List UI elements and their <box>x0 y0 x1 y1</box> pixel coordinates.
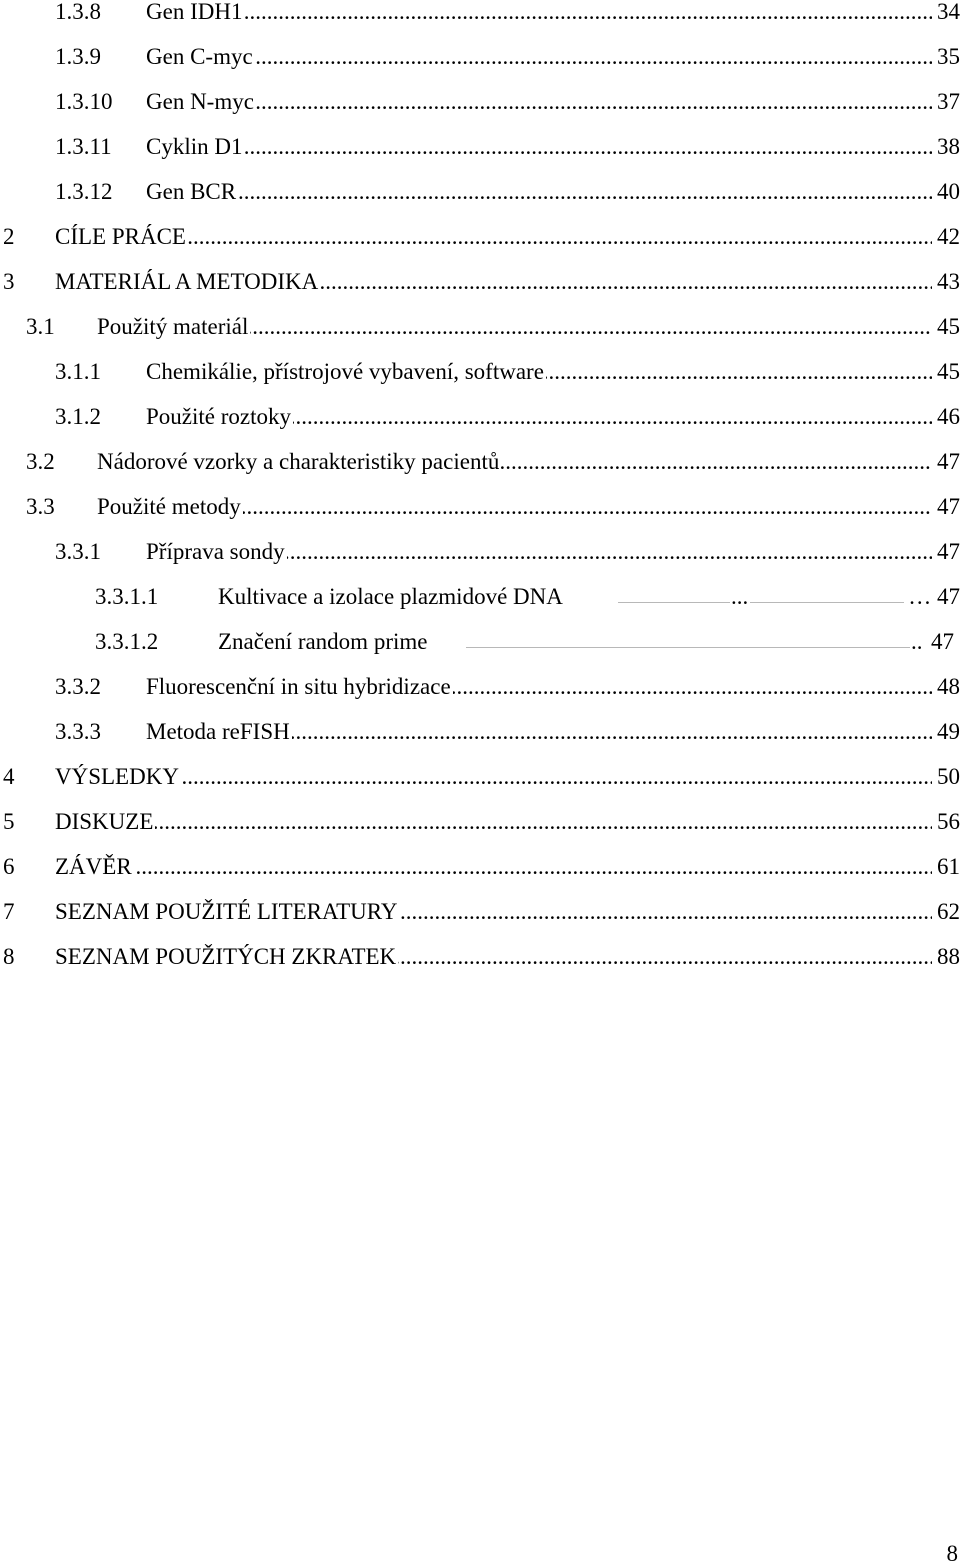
toc-entry-title: MATERIÁL A METODIKA <box>55 269 319 294</box>
toc-entry[interactable] <box>0 851 960 883</box>
toc-entry-title: Metoda reFISH <box>146 719 290 744</box>
toc-entry-title: Použitý materiál <box>97 314 249 339</box>
toc-entry-label <box>146 131 932 163</box>
toc-entry[interactable] <box>0 491 960 523</box>
toc-entry-title: ZÁVĚR <box>55 854 132 879</box>
toc-entry-number: 8 <box>3 944 15 969</box>
toc-entry-number: 6 <box>3 854 15 879</box>
toc-entry-label <box>146 671 932 703</box>
toc-entry-title: Gen IDH1 <box>146 0 243 24</box>
toc-entry-number: 3.3 <box>26 494 55 519</box>
toc-entry-label <box>97 491 932 523</box>
toc-entry-title: Cyklin D1 <box>146 134 243 159</box>
toc-entry-title: Chemikálie, přístrojové vybavení, software <box>146 359 544 384</box>
toc-entry-title: Nádorové vzorky a charakteristiky pacientů <box>97 449 500 474</box>
toc-entry-title: Značení random prime <box>218 629 428 654</box>
toc-entry-number: 3.3.1 <box>55 539 101 564</box>
toc-entry-page: 43 <box>933 266 960 298</box>
toc-entry-label <box>55 851 932 883</box>
toc-entry-label <box>55 806 932 838</box>
toc-entry-title: CÍLE PRÁCE <box>55 224 186 249</box>
toc-entry[interactable] <box>0 941 960 973</box>
toc-entry-page: 45 <box>933 311 960 343</box>
toc-entry[interactable] <box>0 221 960 253</box>
toc-entry[interactable] <box>0 716 960 748</box>
toc-entry[interactable] <box>0 86 960 118</box>
toc-entry[interactable] <box>0 536 960 568</box>
toc-entry-title: SEZNAM POUŽITÝCH ZKRATEK <box>55 944 397 969</box>
toc-entry-page: 49 <box>933 716 960 748</box>
toc-entry-number: 4 <box>3 764 15 789</box>
toc-entry-title: Gen C-myc <box>146 44 253 69</box>
toc-entry-label <box>146 401 932 433</box>
toc-entry-label <box>146 86 932 118</box>
toc-entry-number: 1.3.12 <box>55 179 113 204</box>
toc-entry-title: Použité roztoky <box>146 404 291 429</box>
toc-entry-label <box>97 446 932 478</box>
toc-entry-page: 38 <box>933 131 960 163</box>
toc-entry[interactable] <box>0 0 960 28</box>
toc-entry-title: SEZNAM POUŽITÉ LITERATURY <box>55 899 398 924</box>
toc-entry-number: 3.2 <box>26 449 55 474</box>
toc-entry-page: 61 <box>933 851 960 883</box>
toc-entry-page: 88 <box>933 941 960 973</box>
dot-leader <box>146 176 932 208</box>
toc-entry[interactable] <box>0 401 960 433</box>
toc-entry-label <box>55 896 932 928</box>
toc-entry-page: 56 <box>933 806 960 838</box>
dot-leader <box>146 41 932 73</box>
toc-entry[interactable] <box>0 446 960 478</box>
toc-entry-title: Fluorescenční in situ hybridizace <box>146 674 451 699</box>
toc-entry-label <box>146 356 932 388</box>
toc-entry[interactable] <box>0 266 960 298</box>
toc-entry-number: 3.1.1 <box>55 359 101 384</box>
toc-entry-page: 47 <box>933 491 960 523</box>
toc-entry-page: 42 <box>933 221 960 253</box>
toc-entry-number: 1.3.8 <box>55 0 101 24</box>
toc-entry[interactable] <box>0 761 960 793</box>
leader-rule <box>618 602 730 603</box>
toc-entry-page: 46 <box>933 401 960 433</box>
toc-entry-label <box>55 761 932 793</box>
toc-entry-number: 3.1 <box>26 314 55 339</box>
toc-entry-label <box>146 536 932 568</box>
toc-entry[interactable] <box>0 131 960 163</box>
toc-entry-number: 3.3.2 <box>55 674 101 699</box>
toc-entry-page: 50 <box>933 761 960 793</box>
toc-entry-label <box>146 716 932 748</box>
toc-entry-page: 47 <box>927 626 954 658</box>
page-number: 8 <box>946 1541 958 1566</box>
toc-entry-label <box>146 176 932 208</box>
toc-entry-page: … 47 <box>904 581 960 613</box>
dot-leader <box>55 806 932 838</box>
toc-entry-title: VÝSLEDKY <box>55 764 179 789</box>
toc-entry-title: Příprava sondy <box>146 539 285 564</box>
leader-rule <box>750 602 912 603</box>
toc-entry-page: 40 <box>933 176 960 208</box>
toc-entry-number: 3.3.1.2 <box>95 629 159 654</box>
toc-entry-title: Gen BCR <box>146 179 237 204</box>
toc-entry-page: 37 <box>933 86 960 118</box>
toc-entry-label <box>55 266 932 298</box>
toc-entry[interactable] <box>0 356 960 388</box>
dot-leader <box>55 761 932 793</box>
toc-entry-label <box>55 221 932 253</box>
toc-entry-title: Kultivace a izolace plazmidové DNA <box>218 584 563 609</box>
toc-entry-label <box>55 941 932 973</box>
toc-entry-number: 1.3.10 <box>55 89 113 114</box>
toc-entry[interactable] <box>0 311 960 343</box>
toc-entry[interactable] <box>0 896 960 928</box>
toc-entry-page: 48 <box>933 671 960 703</box>
toc-entry-page: 62 <box>933 896 960 928</box>
toc-entry[interactable] <box>0 41 960 73</box>
toc-entry-number: 7 <box>3 899 15 924</box>
toc-entry-page: 35 <box>933 41 960 73</box>
dot-leader <box>146 0 932 28</box>
toc-entry-number: 1.3.11 <box>55 134 112 159</box>
toc-entry-label <box>97 311 932 343</box>
toc-entry-number: 2 <box>3 224 15 249</box>
toc-entry-title: Použité metody <box>97 494 241 519</box>
dot-leader <box>55 851 932 883</box>
dot-leader <box>146 131 932 163</box>
toc-entry-page: 45 <box>933 356 960 388</box>
toc-entry[interactable] <box>0 176 960 208</box>
toc-entry-title: DISKUZE <box>55 809 154 834</box>
toc-entry-label <box>146 41 932 73</box>
toc-entry-number: 3 <box>3 269 15 294</box>
toc-entry-number: 3.3.3 <box>55 719 101 744</box>
toc-entry[interactable] <box>0 671 960 703</box>
dot-leader <box>146 86 932 118</box>
toc-entry-number: 3.3.1.1 <box>95 584 159 609</box>
toc-entry[interactable] <box>0 806 960 838</box>
leader-rule <box>466 647 910 648</box>
toc-entry-leader-dots: ... <box>731 584 749 609</box>
toc-entry-number: 3.1.2 <box>55 404 101 429</box>
toc-entry-title: Gen N-myc <box>146 89 254 114</box>
toc-entry-label <box>146 0 932 28</box>
toc-entry-page: 47 <box>933 536 960 568</box>
toc-entry-page: 34 <box>933 0 960 28</box>
toc-entry-page: 47 <box>933 446 960 478</box>
toc-entry[interactable] <box>0 626 960 658</box>
toc-entry[interactable] <box>0 581 960 613</box>
toc-entry-number: 5 <box>3 809 15 834</box>
toc-entry-number: 1.3.9 <box>55 44 101 69</box>
toc-entry-leader-dots: .. <box>911 629 923 654</box>
